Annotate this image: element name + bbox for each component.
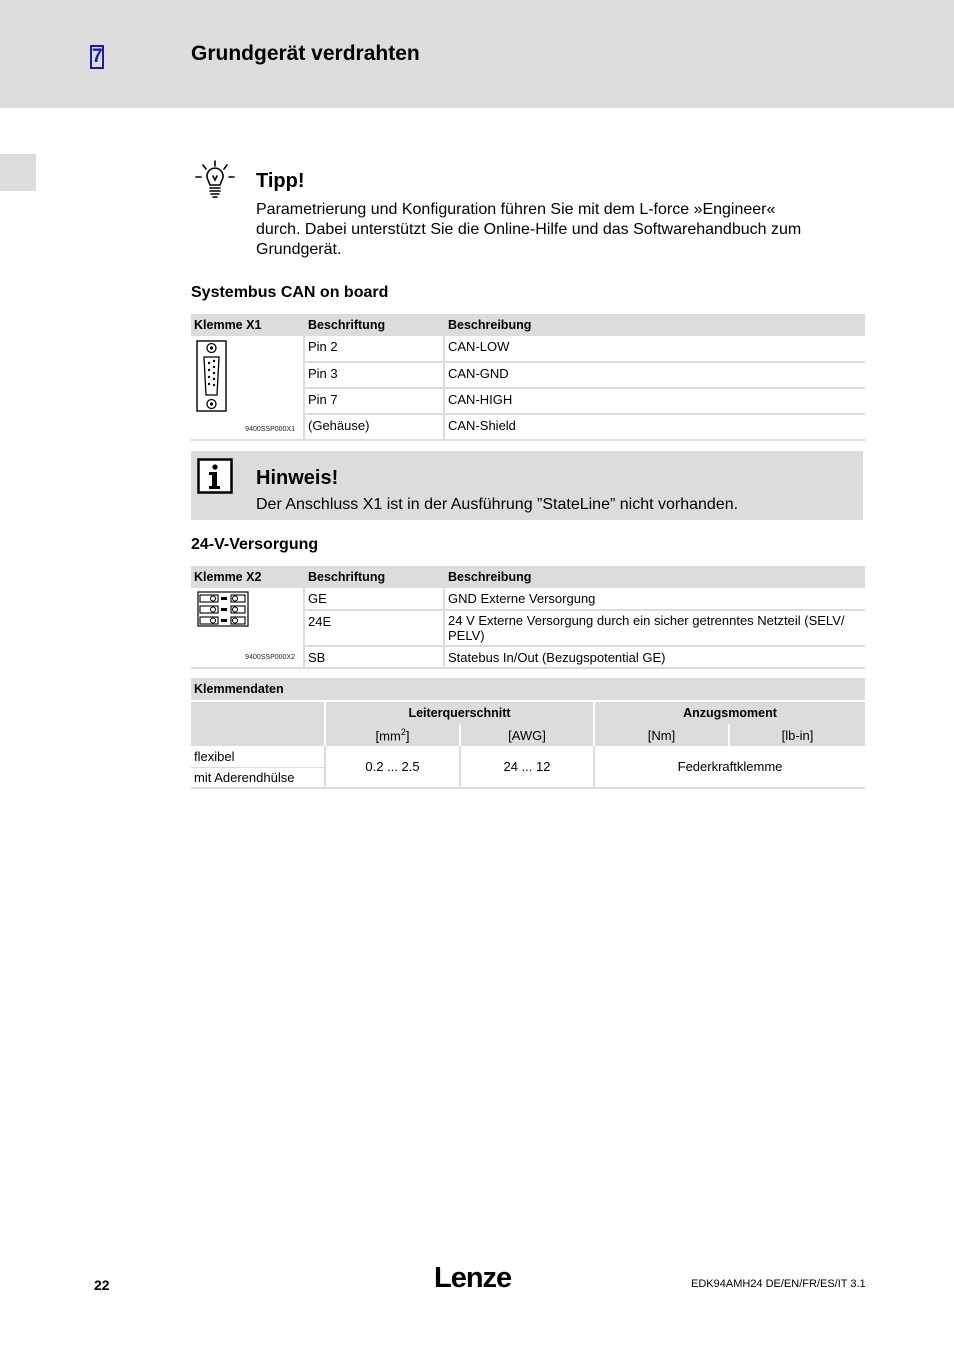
document-id: EDK94AMH24 DE/EN/FR/ES/IT 3.1 xyxy=(691,1278,866,1290)
value-torque: Federkraftklemme xyxy=(594,746,865,788)
supply-header-klemme: Klemme X2 xyxy=(191,566,304,588)
supply-section-heading: 24-V-Versorgung xyxy=(191,536,319,553)
lightbulb-icon xyxy=(194,160,236,200)
value-awg: 24 ... 12 xyxy=(460,746,594,788)
unit-nm: [Nm] xyxy=(594,724,729,746)
row-label-aderendhuelse: mit Aderendhülse xyxy=(191,767,325,788)
tip-line: Parametrierung und Konfiguration führen Sie mit dem L-force »Engineer« xyxy=(256,201,776,218)
unit-mm2 xyxy=(325,724,460,746)
supply-header-beschriftung: Beschriftung xyxy=(304,566,444,588)
supply-table xyxy=(191,566,865,669)
terminal-data-table xyxy=(191,678,865,789)
supply-row-desc: 24 V Externe Versorgung durch ein sicher getrenntes Netzteil (SELV/ PELV) xyxy=(444,610,865,646)
supply-row-label: 24E xyxy=(304,610,444,646)
supply-image-caption: 9400SSP000X2 xyxy=(245,654,295,661)
page-number: 22 xyxy=(94,1277,110,1293)
unit-awg: [AWG] xyxy=(460,724,594,746)
supply-header-beschreibung: Beschreibung xyxy=(444,566,865,588)
can-row-desc: CAN-GND xyxy=(444,362,865,388)
can-row-desc: CAN-LOW xyxy=(444,336,865,362)
terminal-block-icon xyxy=(197,591,249,627)
can-section-heading: Systembus CAN on board xyxy=(191,284,389,301)
can-image-caption: 9400SSP000X1 xyxy=(245,426,295,433)
supply-connector-image xyxy=(191,588,304,668)
header-band xyxy=(0,0,954,108)
can-row-label: Pin 7 xyxy=(304,388,444,414)
unit-mm2-end: ] xyxy=(405,728,410,744)
tip-line: Grundgerät. xyxy=(256,241,342,258)
side-tab-marker xyxy=(0,154,36,191)
can-row-label: Pin 3 xyxy=(304,362,444,388)
info-icon xyxy=(197,458,233,494)
unit-mm2-sup: 2 xyxy=(400,726,406,737)
supply-row-label: GE xyxy=(304,588,444,610)
can-row-desc: CAN-Shield xyxy=(444,414,865,440)
can-row-label: (Gehäuse) xyxy=(304,414,444,440)
tip-text xyxy=(256,200,856,260)
value-mm2: 0.2 ... 2.5 xyxy=(325,746,460,788)
unit-mm2-base: [mm xyxy=(375,728,401,744)
tip-line: durch. Dabei unterstützt Sie die Online-Hilfe und das Softwarehandbuch zum xyxy=(256,221,802,238)
tip-title: Tipp! xyxy=(256,170,305,192)
supply-row-label: SB xyxy=(304,646,444,668)
row-label-flexibel: flexibel xyxy=(191,746,325,767)
terminal-data-heading: Klemmendaten xyxy=(191,678,865,700)
can-header-klemme: Klemme X1 xyxy=(191,314,304,336)
supply-row-desc: GND Externe Versorgung xyxy=(444,588,865,610)
can-table xyxy=(191,314,865,441)
lenze-logo: Lenze xyxy=(434,1262,512,1294)
can-row-label: Pin 2 xyxy=(304,336,444,362)
sub-d-connector-icon xyxy=(196,340,228,412)
can-connector-image xyxy=(191,336,304,440)
can-header-beschriftung: Beschriftung xyxy=(304,314,444,336)
terminal-data-corner xyxy=(191,702,325,746)
can-header-beschreibung: Beschreibung xyxy=(444,314,865,336)
can-row-desc: CAN-HIGH xyxy=(444,388,865,414)
note-box xyxy=(191,451,863,520)
note-text: Der Anschluss X1 ist in der Ausführung ”StateLine” nicht vorhanden. xyxy=(256,496,739,513)
group-leiterquerschnitt: Leiterquerschnitt xyxy=(325,702,594,724)
chapter-number[interactable]: 7 xyxy=(92,46,103,67)
unit-lbin: [lb-in] xyxy=(729,724,865,746)
group-anzugsmoment: Anzugsmoment xyxy=(594,702,865,724)
note-title: Hinweis! xyxy=(256,467,339,489)
chapter-title: Grundgerät verdrahten xyxy=(191,42,420,65)
supply-row-desc: Statebus In/Out (Bezugspotential GE) xyxy=(444,646,865,668)
